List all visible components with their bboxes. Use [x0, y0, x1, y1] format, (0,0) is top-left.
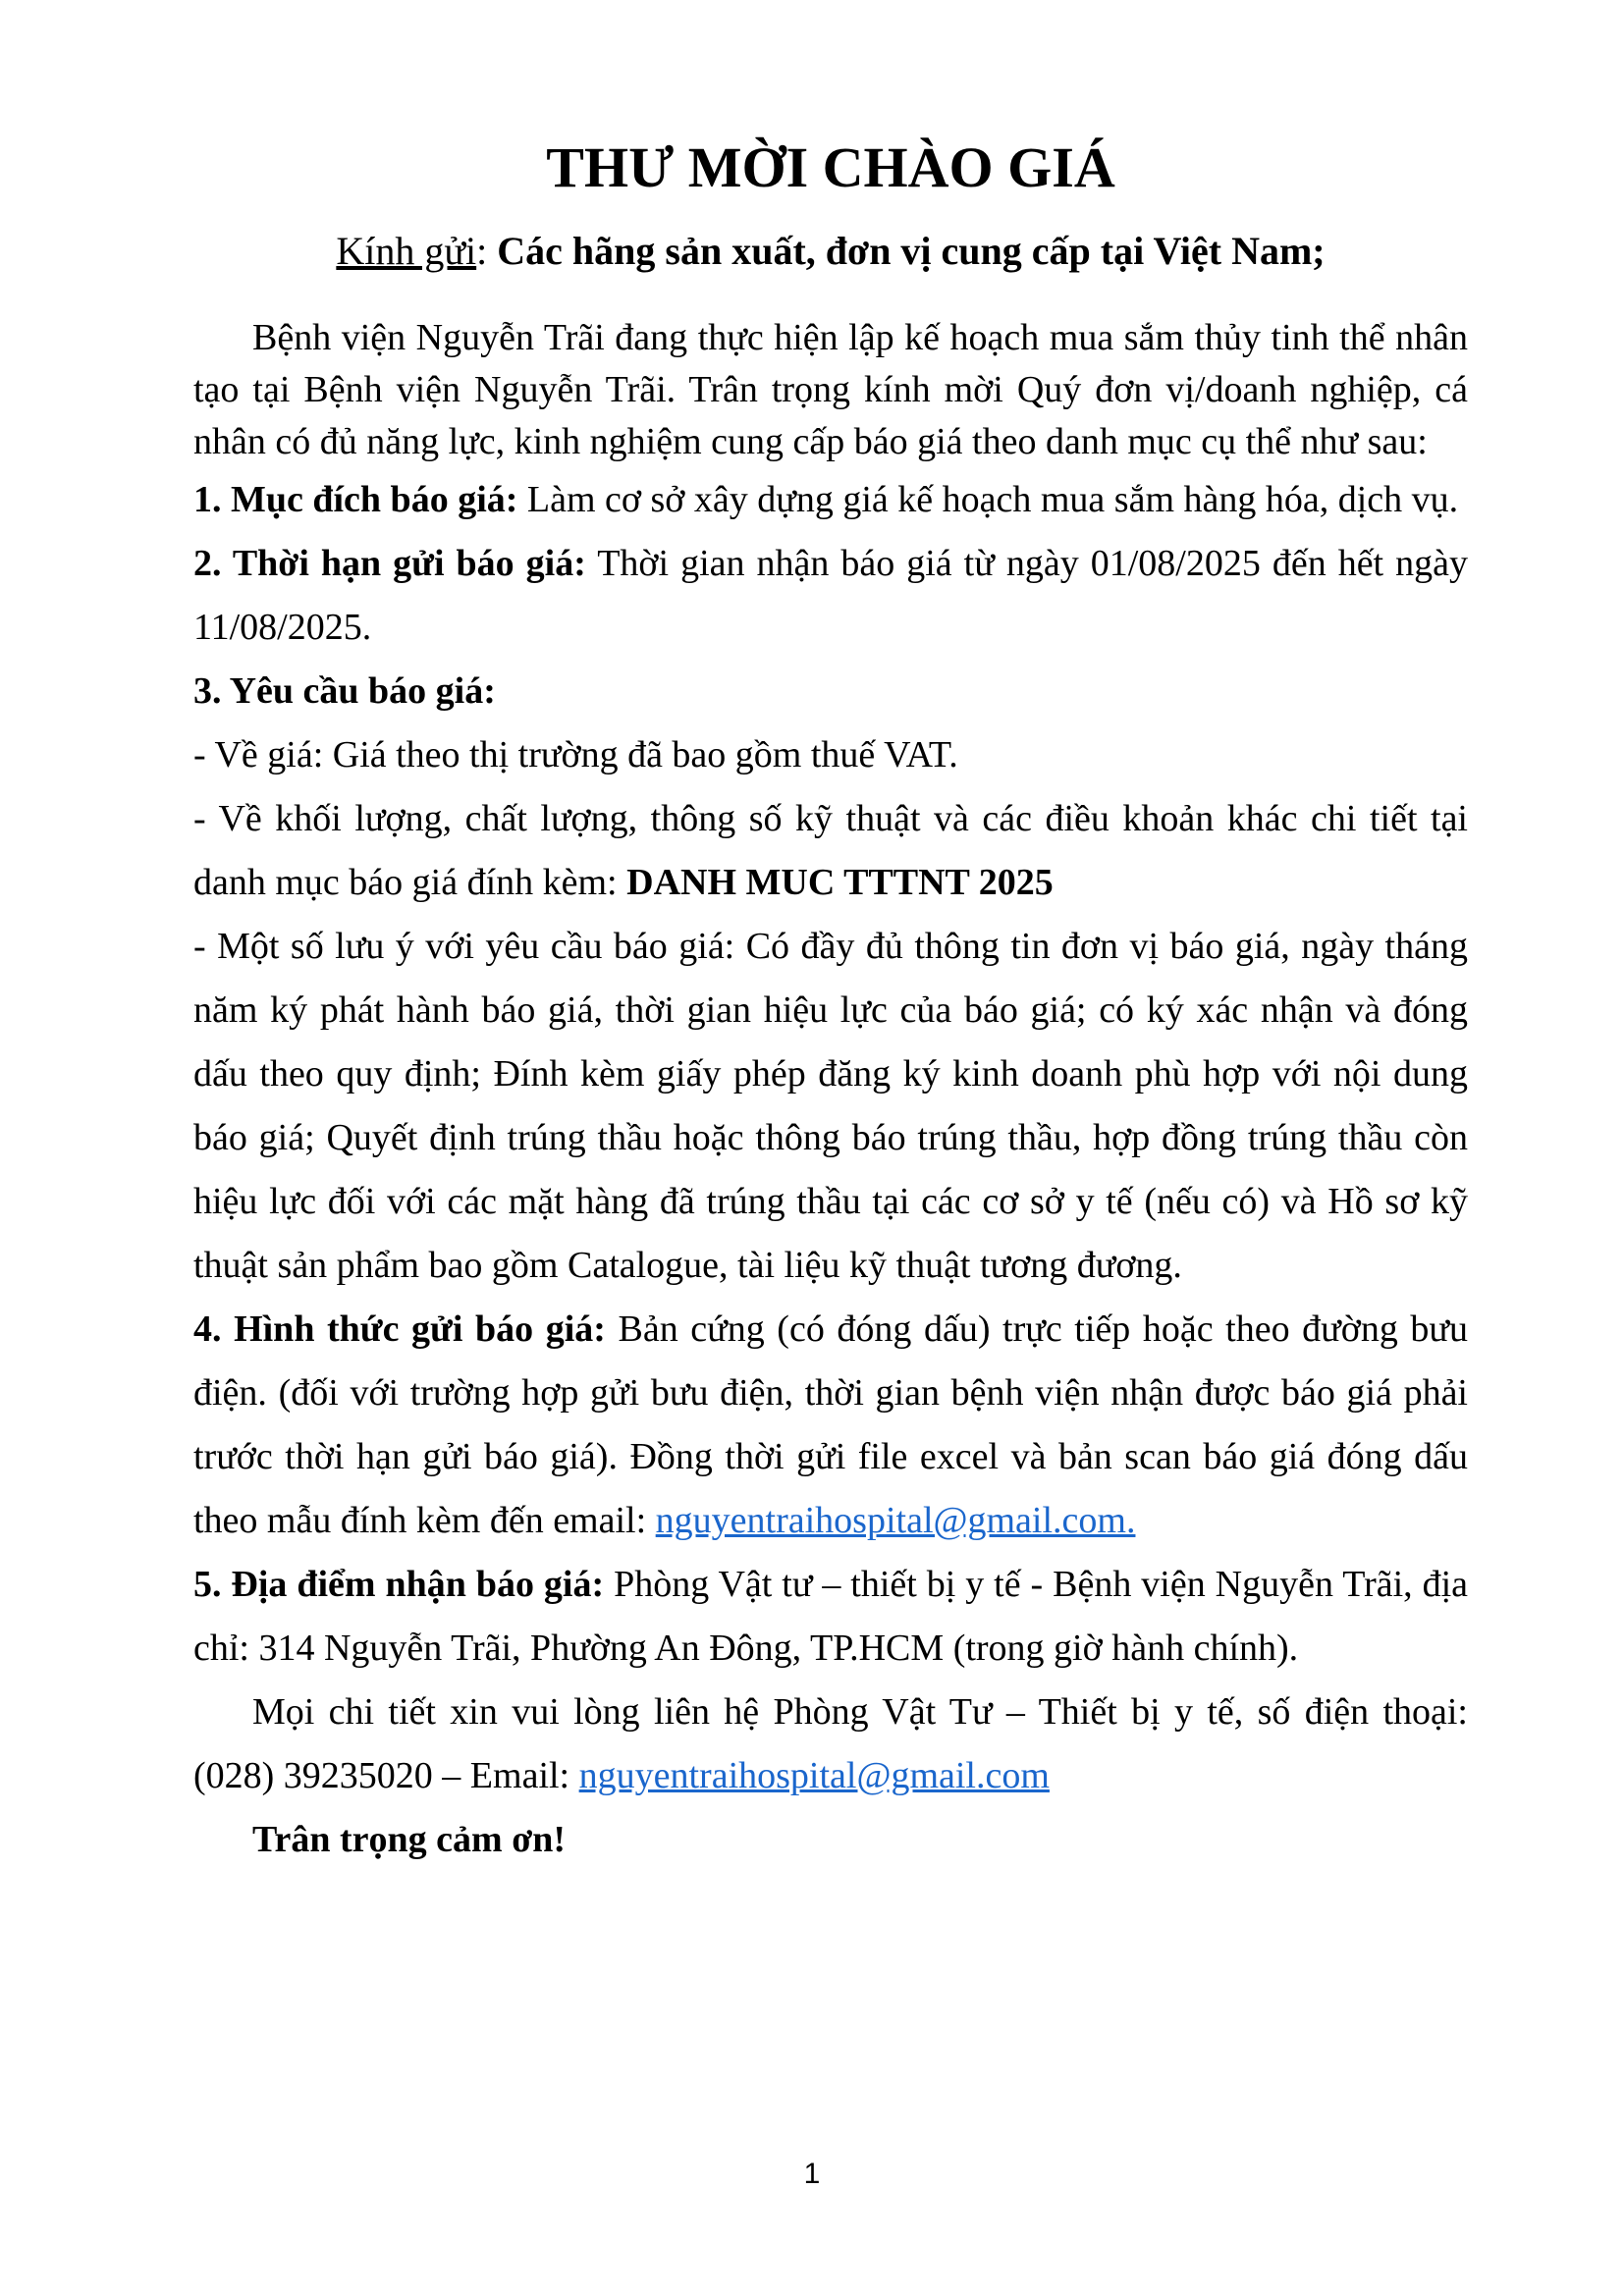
requirement-item-specs	[193, 787, 1468, 915]
contact-email-link[interactable]: nguyentraihospital@gmail.com	[578, 1755, 1050, 1796]
contact-text: Mọi chi tiết xin vui lòng liên hệ Phòng Vật Tư – Thiết bị y tế, số điện thoại: (028) 39235020 – Email:	[193, 1691, 1468, 1796]
section-deadline-heading: 2. Thời hạn gửi báo giá:	[193, 543, 586, 584]
section-purpose-body: Làm cơ sở xây dựng giá kế hoạch mua sắm hàng hóa, dịch vụ.	[526, 479, 1459, 520]
section-delivery-heading: 4. Hình thức gửi báo giá:	[193, 1308, 606, 1350]
section-delivery	[193, 1298, 1468, 1553]
requirement-item-specs-text: - Về khối lượng, chất lượng, thông số kỹ thuật và các điều khoản khác chi tiết tại danh mục báo giá đính kèm:	[193, 798, 1468, 903]
section-deadline	[193, 532, 1468, 660]
salutation-recipient: Các hãng sản xuất, đơn vị cung cấp tại Việt Nam;	[497, 229, 1326, 273]
section-location	[193, 1553, 1468, 1681]
requirement-item-notes: - Một số lưu ý với yêu cầu báo giá: Có đầy đủ thông tin đơn vị báo giá, ngày tháng năm ký phát hành báo giá, thời gian hiệu lực của báo giá; có ký xác nhận và đóng dấu theo quy định; Đính kèm giấy phép đăng ký kinh doanh phù hợp với nội dung báo giá; Quyết định trúng thầu hoặc thông báo trúng thầu, hợp đồng trúng thầu còn hiệu lực đối với các mặt hàng đã trúng thầu tại các cơ sở y tế (nếu có) và Hồ sơ kỹ thuật sản phẩm bao gồm Catalogue, tài liệu kỹ thuật tương đương.	[193, 926, 1468, 1286]
section-purpose	[193, 468, 1468, 532]
intro-paragraph: Bệnh viện Nguyễn Trãi đang thực hiện lập kế hoạch mua sắm thủy tinh thể nhân tạo tại Bệnh viện Nguyễn Trãi. Trân trọng kính mời Quý đơn vị/doanh nghiệp, cá nhân có đủ năng lực, kinh nghiệm cung cấp báo giá theo danh mục cụ thể như sau:	[193, 317, 1468, 462]
page-number: 1	[803, 2158, 821, 2190]
closing-line: Trân trọng cảm ơn!	[252, 1819, 567, 1860]
section-requirements-heading-row	[193, 660, 1468, 723]
section-location-body: Phòng Vật tư – thiết bị y tế - Bệnh viện Nguyễn Trãi, địa chỉ: 314 Nguyễn Trãi, Phường An Đông, TP.HCM (trong giờ hành chính).	[193, 1564, 1469, 1669]
section-delivery-body: Bản cứng (có đóng dấu) trực tiếp hoặc theo đường bưu điện. (đối với trường hợp gửi bưu điện, thời gian bệnh viện nhận được báo giá phải trước thời hạn gửi báo giá). Đồng thời gửi file excel và bản scan báo giá đóng dấu theo mẫu đính kèm đến email:	[193, 1308, 1468, 1541]
salutation-line	[193, 224, 1468, 279]
salutation-label: Kính gửi	[336, 229, 477, 273]
salutation-colon: :	[476, 229, 488, 273]
requirement-item-specs-attachment: DANH MUC TTTNT 2025	[626, 862, 1054, 903]
document-title: THƯ MỜI CHÀO GIÁ	[546, 135, 1115, 199]
delivery-email-link[interactable]: nguyentraihospital@gmail.com.	[655, 1500, 1136, 1541]
section-deadline-body: Thời gian nhận báo giá từ ngày 01/08/2025 đến hết ngày 11/08/2025.	[193, 543, 1468, 648]
section-purpose-heading: 1. Mục đích báo giá:	[193, 479, 518, 520]
requirement-item-price: - Về giá: Giá theo thị trường đã bao gồm thuế VAT.	[193, 734, 958, 775]
section-location-heading: 5. Địa điểm nhận báo giá:	[193, 1564, 605, 1605]
contact-paragraph	[193, 1681, 1468, 1808]
section-requirements-heading: 3. Yêu cầu báo giá:	[193, 670, 496, 712]
